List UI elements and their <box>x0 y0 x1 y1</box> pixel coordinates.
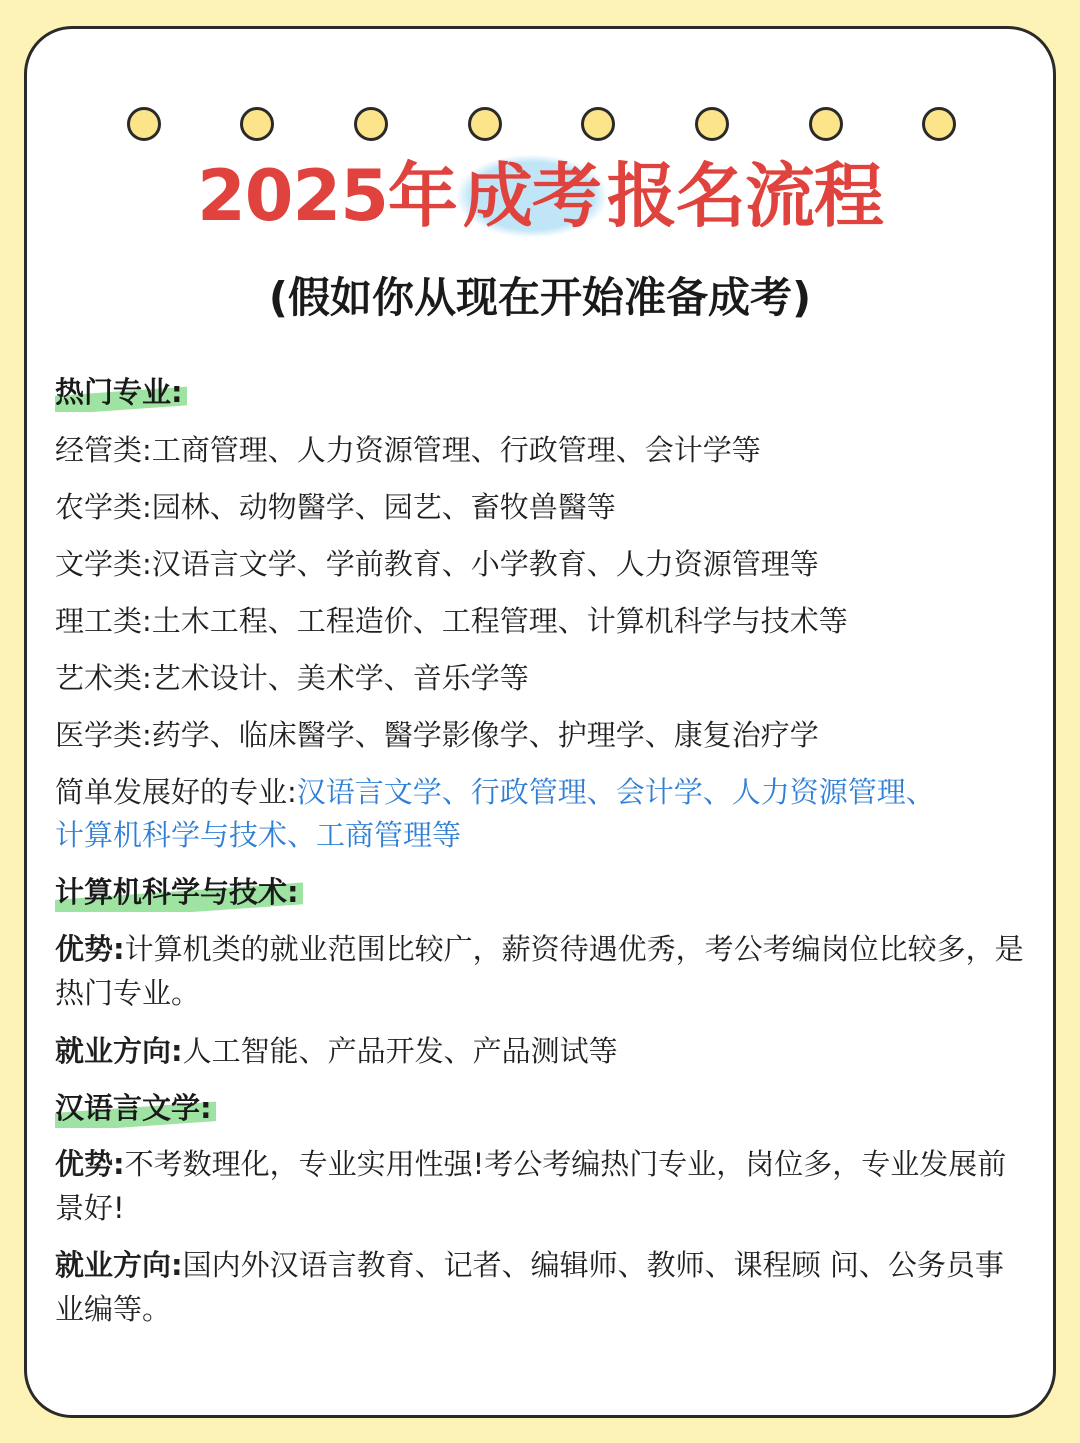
chinese-advantage <box>55 1142 1025 1230</box>
list-item: 艺术类:艺术设计、美术学、音乐学等 <box>55 661 529 695</box>
title-highlight: 成考 <box>457 155 607 237</box>
chinese-career <box>55 1243 1025 1331</box>
title-suffix: 报名流程 <box>606 155 883 237</box>
list-item: 农学类:园林、动物醫学、园艺、畜牧兽醫等 <box>55 490 616 524</box>
page-subtitle: (假如你从现在开始准备成考) <box>268 273 812 322</box>
easy-majors-label: 简单发展好的专业: <box>55 775 297 809</box>
page-title <box>0 148 1080 244</box>
cs-career-label: 就业方向: <box>55 1034 183 1068</box>
chinese-career-label: 就业方向: <box>55 1248 183 1282</box>
cs-advantage <box>55 927 1025 1015</box>
title-prefix: 2025年 <box>197 155 457 237</box>
easy-majors-value-cont: 计算机科学与技术、工商管理等 <box>55 818 462 852</box>
cs-career <box>55 1029 618 1073</box>
chinese-advantage-label: 优势: <box>55 1147 125 1181</box>
list-item: 理工类:土木工程、工程造价、工程管理、计算机科学与技术等 <box>55 604 848 638</box>
list-item: 文学类:汉语言文学、学前教育、小学教育、人力资源管理等 <box>55 547 819 581</box>
cs-advantage-label: 优势: <box>55 932 125 966</box>
section-heading-chinese: 汉语言文学: <box>55 1088 216 1128</box>
section-heading-popular: 热门专业: <box>55 372 187 412</box>
cs-career-text: 人工智能、产品开发、产品测试等 <box>182 1034 618 1068</box>
easy-majors-line <box>55 770 935 814</box>
list-item: 医学类:药学、临床醫学、醫学影像学、护理学、康复治疗学 <box>55 718 819 752</box>
chinese-advantage-text: 不考数理化，专业实用性强!考公考编热门专业，岗位多，专业发展前景好! <box>55 1147 1007 1225</box>
easy-majors-value: 汉语言文学、行政管理、会计学、人力资源管理、 <box>296 775 935 809</box>
chinese-career-text: 国内外汉语言教育、记者、编辑师、教师、课程顾 问、公务员事业编等。 <box>55 1248 1004 1326</box>
cs-advantage-text: 计算机类的就业范围比较广，薪资待遇优秀，考公考编岗位比较多，是热门专业。 <box>55 932 1024 1010</box>
list-item: 经管类:工商管理、人力资源管理、行政管理、会计学等 <box>55 433 761 467</box>
section-heading-cs: 计算机科学与技术: <box>55 872 303 912</box>
